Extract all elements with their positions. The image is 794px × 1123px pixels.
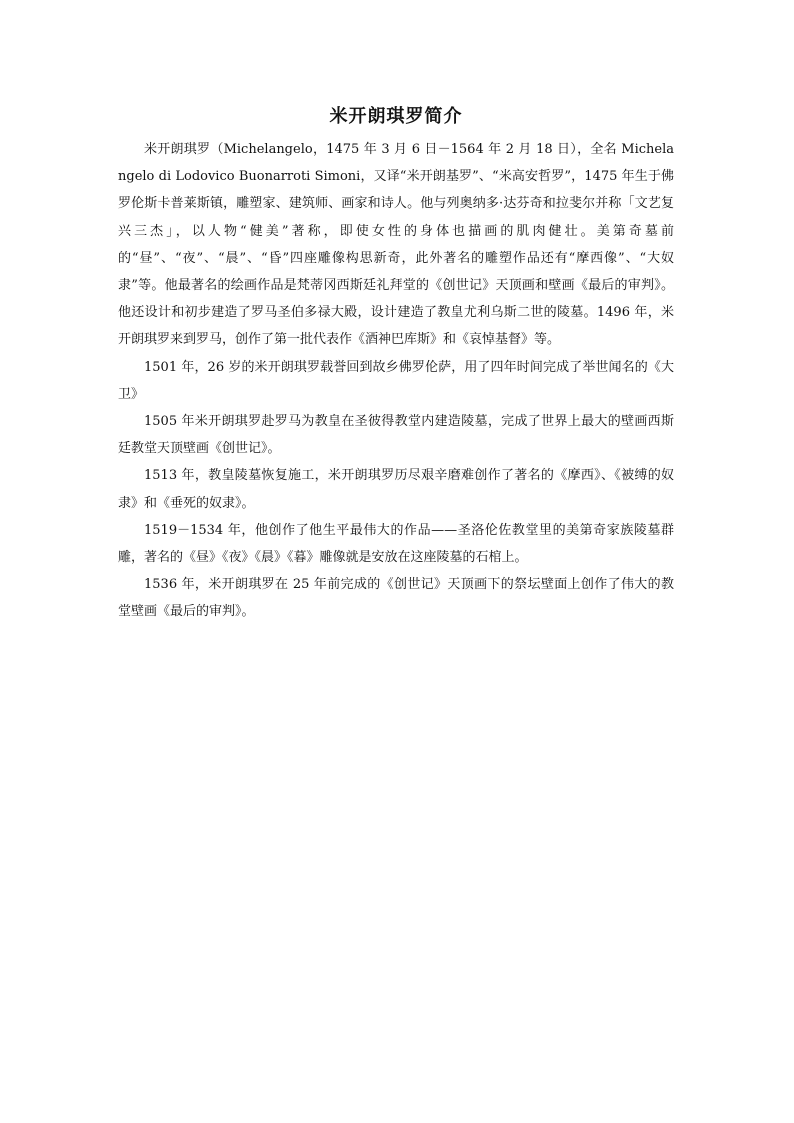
document-page bbox=[118, 104, 674, 626]
paragraph-4: 1513 年，教皇陵墓恢复施工，米开朗琪罗历尽艰辛磨难创作了著名的《摩西》、《被缚的奴隶》和《垂死的奴隶》。 bbox=[118, 468, 674, 511]
paragraph-6: 1536 年，米开朗琪罗在 25 年前完成的《创世记》天顶画下的祭坛壁面上创作了伟大的教堂壁画《最后的审判》。 bbox=[118, 577, 674, 620]
paragraph-2: 1501 年，26 岁的米开朗琪罗载誉回到故乡佛罗伦萨，用了四年时间完成了举世闻名的《大卫》 bbox=[118, 359, 674, 402]
paragraph-1: 米开朗琪罗（Michelangelo，1475 年 3 月 6 日－1564 年 2 月 18 日），全名 Michelangelo di Lodovico Buonarroti Simoni，又译“米开朗基罗”、“米高安哲罗”，1475 年生于佛罗伦斯卡普莱斯镇，雕塑家、建筑师、画家和诗人。他与列奥纳多·达芬奇和拉斐尔并称「文艺复兴三杰」，以人物“健美”著称，即使女性的身体也描画的肌肉健壮。美第奇墓前的“昼”、“夜”、“晨”、“昏”四座雕像构思新奇，此外著名的雕塑作品还有“摩西像”、“大奴隶”等。他最著名的绘画作品是梵蒂冈西斯廷礼拜堂的《创世记》天顶画和壁画《最后的审判》。他还设计和初步建造了罗马圣伯多禄大殿，设计建造了教皇尤利乌斯二世的陵墓。1496 年，米开朗琪罗来到罗马，创作了第一批代表作《酒神巴库斯》和《哀悼基督》等。 bbox=[118, 142, 674, 348]
document-title: 米开朗琪罗简介 bbox=[329, 106, 463, 127]
paragraph-3: 1505 年米开朗琪罗赴罗马为教皇在圣彼得教堂内建造陵墓，完成了世界上最大的壁画西斯廷教堂天顶壁画《创世记》。 bbox=[118, 414, 674, 457]
paragraph-5: 1519－1534 年，他创作了他生平最伟大的作品——圣洛伦佐教堂里的美第奇家族陵墓群雕，著名的《昼》《夜》《晨》《暮》雕像就是安放在这座陵墓的石棺上。 bbox=[118, 522, 674, 566]
